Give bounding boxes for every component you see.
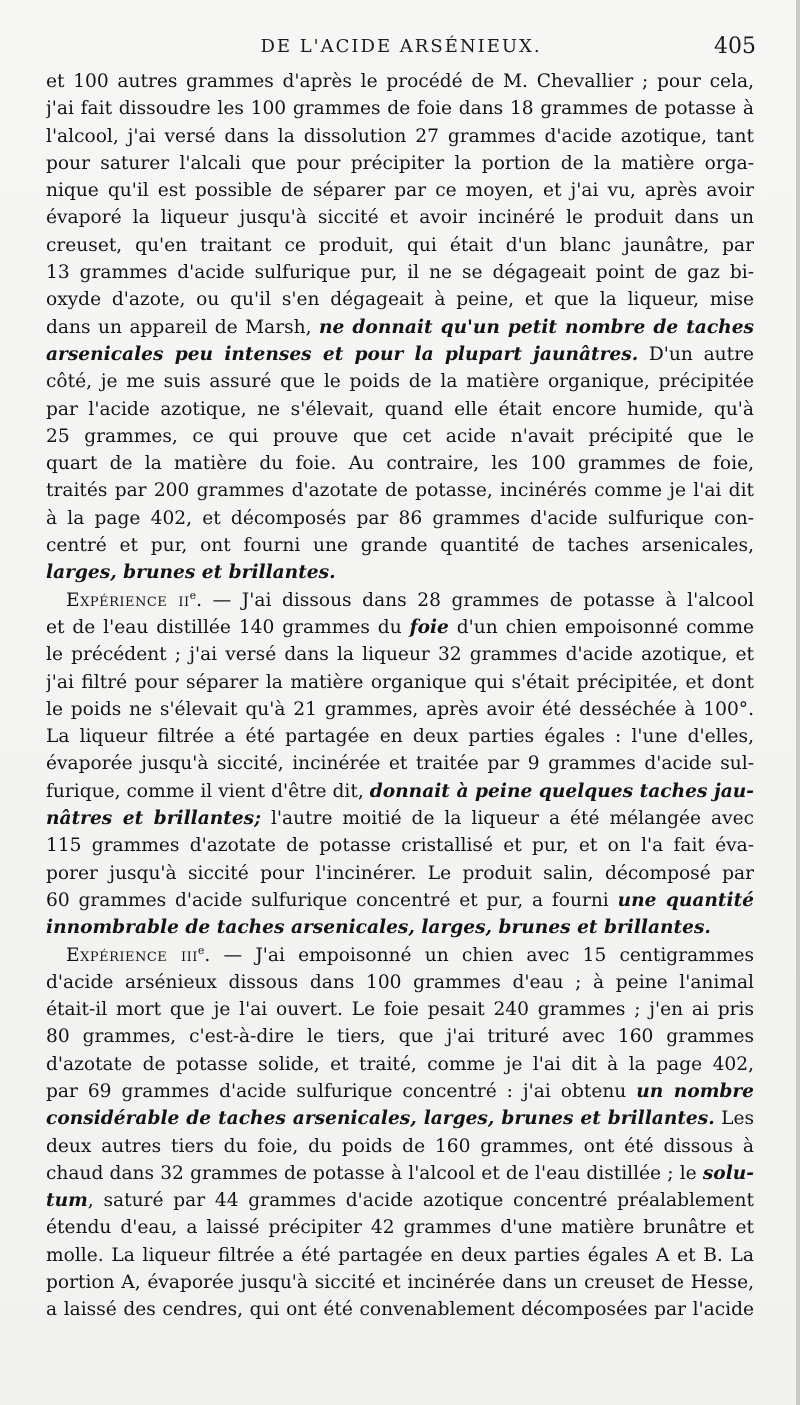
text-line — [46, 423, 754, 450]
italic-run: considérable de taches arsenicales, larges, brunes et brillantes. — [46, 1108, 715, 1130]
text-run: . — J'ai empoisonné un chien avec 15 centigrammes — [204, 944, 754, 966]
text-run: d'un chien empoisonné comme — [448, 616, 754, 638]
text-run: évaporée jusqu'à siccité, incinérée et traitée par 9 grammes d'acide sul- — [46, 753, 754, 775]
text-line — [46, 368, 754, 395]
text-line — [46, 559, 754, 586]
text-run: chaud dans 32 grammes de potasse à l'alcool et de l'eau distillée ; le — [46, 1162, 703, 1184]
text-line — [46, 1160, 754, 1187]
page-edge — [796, 0, 800, 1405]
text-line — [46, 95, 754, 122]
text-line — [46, 750, 754, 777]
text-line — [46, 1269, 754, 1296]
text-run: 115 grammes d'azotate de potasse cristallisé et pur, et on l'a fait éva- — [46, 835, 754, 857]
text-run: le poids ne s'élevait qu'à 21 grammes, après avoir été desséchée à 100°. — [46, 698, 754, 720]
italic-run: arsenicales peu intenses et pour la plupart jaunâtres. — [46, 343, 639, 365]
text-run: par 69 grammes d'acide sulfurique concentré : j'ai obtenu — [46, 1080, 637, 1102]
text-line — [46, 477, 754, 504]
text-line — [46, 942, 754, 969]
text-run: 25 grammes, ce qui prouve que cet acide n'avait précipité que le — [46, 425, 754, 447]
text-line — [46, 641, 754, 668]
text-run: était-il mort que je l'ai ouvert. Le foie pesait 240 grammes ; j'en ai pris — [46, 999, 754, 1021]
text-run: le précédent ; j'ai versé dans la liqueur 32 grammes d'acide azotique, et — [46, 644, 754, 666]
text-line — [46, 450, 754, 477]
text-run: centré et pur, ont fourni une grande quantité de taches arsenicales, — [46, 535, 754, 557]
text-run: l'autre moitié de la liqueur a été mélangée avec — [261, 808, 754, 830]
text-run: d'azotate de potasse solide, et traité, comme je l'ai dit à la page 402, — [46, 1053, 754, 1075]
text-run: oxyde d'azote, ou qu'il s'en dégageait à peine, et que la liqueur, mise — [46, 289, 754, 311]
text-run: quart de la matière du foie. Au contraire, les 100 grammes de foie, — [46, 453, 754, 475]
text-line — [46, 996, 754, 1023]
page-number: 405 — [714, 34, 756, 59]
italic-run: foie — [409, 616, 449, 638]
italic-run: ne donnait qu'un petit nombre de taches — [319, 316, 754, 338]
text-line — [46, 123, 754, 150]
text-line — [46, 860, 754, 887]
text-line — [46, 232, 754, 259]
text-line — [46, 723, 754, 750]
italic-run: larges, brunes et brillantes. — [46, 562, 336, 584]
text-line — [46, 832, 754, 859]
text-line — [46, 1078, 754, 1105]
text-line — [46, 1133, 754, 1160]
text-run: molle. La liqueur filtrée a été partagée en deux parties égales A et B. La — [46, 1244, 754, 1266]
text-line — [46, 778, 754, 805]
text-run: furique, comme il vient d'être dit, — [46, 780, 370, 802]
text-run: l'alcool, j'ai versé dans la dissolution 27 grammes d'acide azotique, tant — [46, 125, 754, 147]
experiment-heading: Expérience ii — [66, 589, 190, 611]
text-line — [46, 150, 754, 177]
text-line — [46, 587, 754, 614]
text-line — [46, 1242, 754, 1269]
text-line — [46, 396, 754, 423]
text-line — [46, 505, 754, 532]
text-line — [46, 259, 754, 286]
text-run: 13 grammes d'acide sulfurique pur, il ne se dégageait point de gaz bi- — [46, 262, 754, 284]
text-line — [46, 805, 754, 832]
text-line — [46, 669, 754, 696]
text-run: Les — [714, 1108, 754, 1130]
experiment-heading: Expérience iii — [66, 944, 198, 966]
italic-run: une quantité — [617, 889, 754, 911]
text-line — [46, 914, 754, 941]
text-run: D'un autre — [638, 343, 754, 365]
text-line — [46, 1214, 754, 1241]
text-run: a laissé des cendres, qui ont été convenablement décomposées par l'acide — [46, 1299, 754, 1321]
text-line — [46, 1105, 754, 1132]
running-head — [46, 36, 756, 66]
text-line — [46, 1187, 754, 1214]
text-run: et 100 autres grammes d'après le procédé de M. Chevallier ; pour cela, — [46, 71, 754, 92]
text-run: par l'acide azotique, ne s'élevait, quand elle était encore humide, qu'à — [46, 398, 754, 420]
text-line — [46, 532, 754, 559]
italic-run: nâtres et brillantes; — [46, 808, 262, 830]
text-line — [46, 314, 754, 341]
text-run: d'acide arsénieux dissous dans 100 grammes d'eau ; à peine l'animal — [46, 971, 754, 993]
italic-run: tum — [46, 1190, 88, 1212]
text-line — [46, 969, 754, 996]
italic-run: un nombre — [636, 1080, 754, 1102]
text-line — [46, 614, 754, 641]
text-run: et de l'eau distillée 140 grammes du — [46, 616, 410, 638]
text-line — [46, 177, 754, 204]
text-run: porer jusqu'à siccité pour l'incinérer. Le produit salin, décomposé par — [46, 862, 754, 884]
text-run: à la page 402, et décomposés par 86 grammes d'acide sulfurique con- — [46, 507, 754, 529]
text-run: La liqueur filtrée a été partagée en deux parties égales : l'une d'elles, — [46, 726, 754, 748]
text-run: . — J'ai dissous dans 28 grammes de potasse à l'alcool — [196, 589, 754, 611]
text-run: étendu d'eau, a laissé précipiter 42 grammes d'une matière brunâtre et — [46, 1217, 754, 1239]
text-line — [46, 887, 754, 914]
text-run: nique qu'il est possible de séparer par ce moyen, et j'ai vu, après avoir — [46, 180, 754, 202]
text-run: 80 grammes, c'est-à-dire le tiers, que j'ai trituré avec 160 grammes — [46, 1026, 754, 1048]
text-line — [46, 286, 754, 313]
text-line — [46, 1296, 754, 1323]
text-run: évaporé la liqueur jusqu'à siccité et avoir incinéré le produit dans un — [46, 207, 754, 229]
text-run: j'ai filtré pour séparer la matière organique qui s'était précipitée, et dont — [46, 671, 754, 693]
text-run: dans un appareil de Marsh, — [46, 316, 320, 338]
text-line — [46, 696, 754, 723]
running-head-title: DE L'ACIDE ARSÉNIEUX. — [260, 36, 542, 57]
body-text — [46, 68, 754, 1324]
italic-run: innombrable de taches arsenicales, larges, brunes et brillantes. — [46, 917, 711, 939]
text-run: 60 grammes d'acide sulfurique concentré et pur, a fourni — [46, 889, 618, 911]
text-run: portion A, évaporée jusqu'à siccité et incinérée dans un creuset de Hesse, — [46, 1272, 754, 1294]
text-line — [46, 204, 754, 231]
text-run: j'ai fait dissoudre les 100 grammes de foie dans 18 grammes de potasse à — [46, 98, 754, 120]
italic-run: solu- — [702, 1162, 754, 1184]
text-run: pour saturer l'alcali que pour précipiter la portion de la matière orga- — [46, 152, 754, 174]
text-line — [46, 1023, 754, 1050]
text-run: , saturé par 44 grammes d'acide azotique concentré préalablement — [87, 1190, 754, 1212]
superscript: e — [197, 943, 205, 957]
superscript: e — [189, 588, 197, 602]
text-line — [46, 1051, 754, 1078]
text-run: creuset, qu'en traitant ce produit, qui était d'un blanc jaunâtre, par — [46, 234, 754, 256]
text-run: côté, je me suis assuré que le poids de la matière organique, précipitée — [46, 371, 754, 393]
text-run: traités par 200 grammes d'azotate de potasse, incinérés comme je l'ai dit — [46, 480, 754, 502]
italic-run: donnait à peine quelques taches jau- — [369, 780, 754, 802]
text-line — [46, 341, 754, 368]
text-run: deux autres tiers du foie, du poids de 160 grammes, ont été dissous à — [46, 1135, 754, 1157]
text-line — [46, 68, 754, 95]
